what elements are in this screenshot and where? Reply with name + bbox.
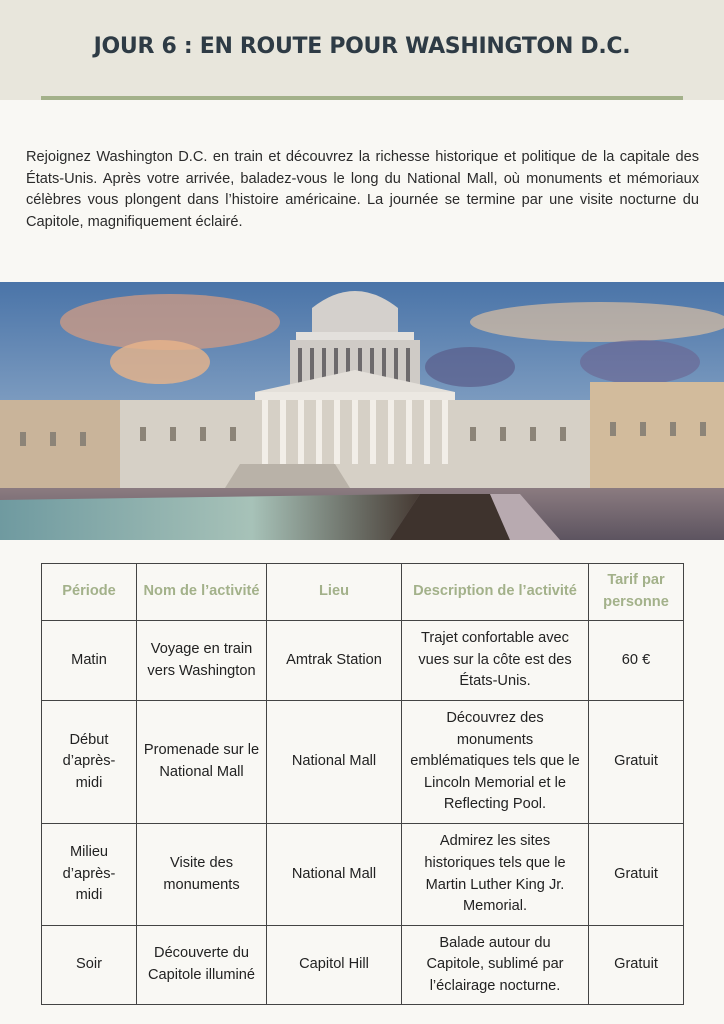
header-activity-name: Nom de l’activité bbox=[137, 564, 267, 621]
cell-activity-name: Promenade sur le National Mall bbox=[137, 701, 267, 824]
cell-description: Découvrez des monuments emblématiques tels que le Lincoln Memorial et le Reflecting Pool. bbox=[402, 701, 589, 824]
table-row bbox=[42, 701, 684, 824]
header-period: Période bbox=[42, 564, 137, 621]
table-row bbox=[42, 621, 684, 701]
cell-activity-name: Découverte du Capitole illuminé bbox=[137, 926, 267, 1005]
cell-location: Capitol Hill bbox=[267, 926, 402, 1005]
table-header-row bbox=[42, 564, 684, 621]
cell-price: 60 € bbox=[589, 621, 684, 701]
title-divider bbox=[41, 96, 683, 100]
intro-paragraph: Rejoignez Washington D.C. en train et découvrez la richesse historique et politique de la capitale des États-Unis. Après votre arrivée, baladez-vous le long du National Mall, où monuments et mémoriaux célèbres vous plongent dans l’histoire américaine. La journée se termine par une visite nocturne du Capitole, magnifiquement éclairé. bbox=[26, 149, 699, 230]
header-price: Tarif par personne bbox=[589, 564, 684, 621]
cell-price: Gratuit bbox=[589, 824, 684, 926]
cell-description: Trajet confortable avec vues sur la côte est des États-Unis. bbox=[402, 621, 589, 701]
cell-period: Début d’après-midi bbox=[42, 701, 137, 824]
table-row bbox=[42, 824, 684, 926]
cell-description: Admirez les sites historiques tels que le Martin Luther King Jr. Memorial. bbox=[402, 824, 589, 926]
page-header bbox=[0, 0, 724, 100]
cell-period: Soir bbox=[42, 926, 137, 1005]
cell-period: Milieu d’après-midi bbox=[42, 824, 137, 926]
cell-description: Balade autour du Capitole, sublimé par l’éclairage nocturne. bbox=[402, 926, 589, 1005]
cell-price: Gratuit bbox=[589, 701, 684, 824]
cell-location: Amtrak Station bbox=[267, 621, 402, 701]
cell-location: National Mall bbox=[267, 701, 402, 824]
capitol-illustration bbox=[0, 282, 724, 540]
page-title: JOUR 6 : EN ROUTE POUR WASHINGTON D.C. bbox=[93, 34, 631, 59]
cell-price: Gratuit bbox=[589, 926, 684, 1005]
cell-activity-name: Visite des monuments bbox=[137, 824, 267, 926]
cell-location: National Mall bbox=[267, 824, 402, 926]
table-row bbox=[42, 926, 684, 1005]
header-location: Lieu bbox=[267, 564, 402, 621]
capitol-photo bbox=[0, 282, 724, 540]
cell-activity-name: Voyage en train vers Washington bbox=[137, 621, 267, 701]
itinerary-table bbox=[41, 563, 684, 1005]
header-description: Description de l’activité bbox=[402, 564, 589, 621]
cell-period: Matin bbox=[42, 621, 137, 701]
